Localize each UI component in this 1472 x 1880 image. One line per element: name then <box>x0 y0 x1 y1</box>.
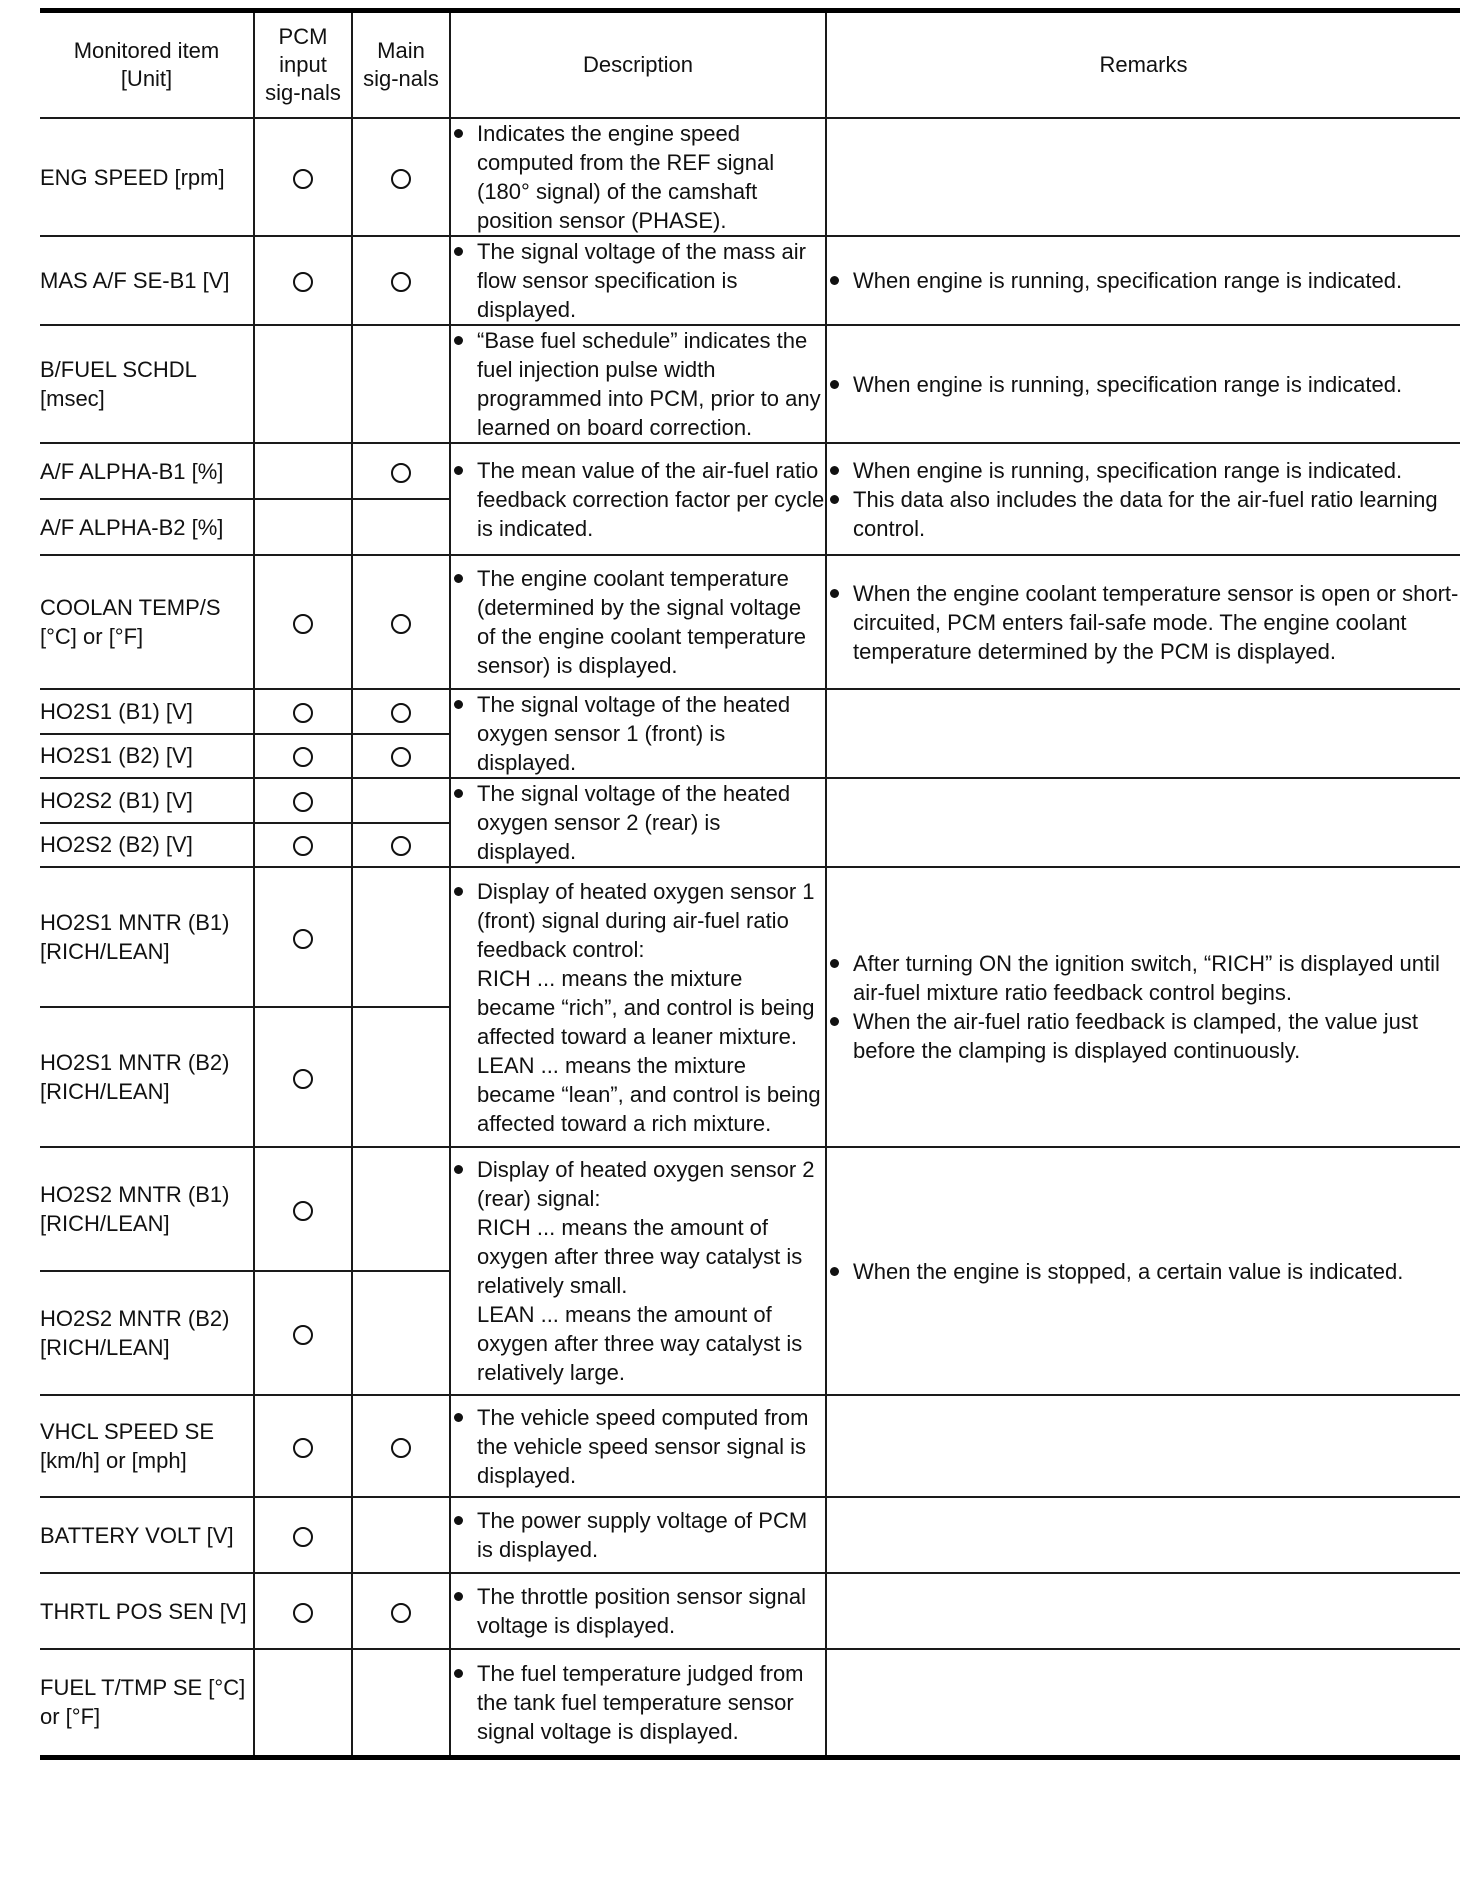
main-cell <box>352 1271 450 1395</box>
pcm-cell <box>254 1573 352 1649</box>
circle-mark-icon <box>391 836 411 856</box>
description-bullet: The power supply voltage of PCM is displayed. <box>451 1506 825 1564</box>
description-cell <box>450 1497 826 1573</box>
circle-mark-icon <box>293 929 313 949</box>
circle-mark-icon <box>293 1438 313 1458</box>
description-bullet: The signal voltage of the heated oxygen sensor 2 (rear) is displayed. <box>451 779 825 866</box>
remarks-cell <box>826 443 1460 555</box>
main-cell <box>352 1395 450 1497</box>
circle-mark-icon <box>293 614 313 634</box>
item-cell: A/F ALPHA-B1 [%] <box>40 443 254 499</box>
circle-mark-icon <box>391 1603 411 1623</box>
table-row <box>40 689 1460 734</box>
main-cell <box>352 867 450 1007</box>
circle-mark-icon <box>293 1325 313 1345</box>
circle-mark-icon <box>293 1201 313 1221</box>
header-remarks: Remarks <box>826 11 1460 119</box>
description-cell <box>450 443 826 555</box>
table-row <box>40 555 1460 689</box>
table-row <box>40 325 1460 443</box>
pcm-cell <box>254 1147 352 1271</box>
circle-mark-icon <box>391 1438 411 1458</box>
remarks-cell <box>826 1649 1460 1757</box>
item-cell: B/FUEL SCHDL [msec] <box>40 325 254 443</box>
item-cell: HO2S1 MNTR (B2) [RICH/LEAN] <box>40 1007 254 1147</box>
remarks-cell <box>826 1497 1460 1573</box>
remarks-cell <box>826 778 1460 867</box>
remarks-cell <box>826 689 1460 778</box>
item-cell: HO2S2 (B2) [V] <box>40 823 254 868</box>
remark-bullet: When engine is running, specification range is indicated. <box>827 456 1460 485</box>
description-cell <box>450 689 826 778</box>
description-bullet: The vehicle speed computed from the vehicle speed sensor signal is displayed. <box>451 1403 825 1490</box>
pcm-cell <box>254 1007 352 1147</box>
main-cell <box>352 823 450 868</box>
circle-mark-icon <box>391 703 411 723</box>
monitor-table <box>40 8 1460 1760</box>
item-cell: FUEL T/TMP SE [°C] or [°F] <box>40 1649 254 1757</box>
remarks-cell <box>826 555 1460 689</box>
description-text: Display of heated oxygen sensor 1 (front) signal during air-fuel ratio feedback control: <box>477 878 815 962</box>
circle-mark-icon <box>293 169 313 189</box>
remark-bullet: This data also includes the data for the air-fuel ratio learning control. <box>827 485 1460 543</box>
pcm-cell <box>254 499 352 555</box>
circle-mark-icon <box>293 1069 313 1089</box>
circle-mark-icon <box>293 272 313 292</box>
description-lean-text: LEAN ... means the amount of oxygen after three way catalyst is relatively large. <box>477 1302 803 1385</box>
pcm-cell <box>254 778 352 823</box>
pcm-cell <box>254 1649 352 1757</box>
remarks-cell <box>826 867 1460 1147</box>
description-bullet: “Base fuel schedule” indicates the fuel injection pulse width programmed into PCM, prior to any learned on board correction. <box>451 326 825 442</box>
remark-bullet: When the engine coolant temperature sensor is open or short-circuited, PCM enters fail-safe mode. The engine coolant temperature determined by the PCM is displayed. <box>827 579 1460 666</box>
main-cell <box>352 778 450 823</box>
remark-bullet: When the air-fuel ratio feedback is clamped, the value just before the clamping is displayed continuously. <box>827 1007 1460 1065</box>
description-bullet: The signal voltage of the mass air flow sensor specification is displayed. <box>451 237 825 324</box>
pcm-cell <box>254 325 352 443</box>
circle-mark-icon <box>391 169 411 189</box>
description-cell <box>450 236 826 325</box>
remarks-cell <box>826 1573 1460 1649</box>
remarks-cell <box>826 325 1460 443</box>
remark-bullet: When engine is running, specification range is indicated. <box>827 370 1460 399</box>
main-cell <box>352 1573 450 1649</box>
pcm-cell <box>254 118 352 236</box>
description-cell <box>450 1395 826 1497</box>
item-cell: HO2S1 (B1) [V] <box>40 689 254 734</box>
description-bullet: The throttle position sensor signal voltage is displayed. <box>451 1582 825 1640</box>
pcm-cell <box>254 689 352 734</box>
circle-mark-icon <box>293 703 313 723</box>
description-bullet: The engine coolant temperature (determined by the signal voltage of the engine coolant temperature sensor) is displayed. <box>451 564 825 680</box>
item-cell: HO2S1 MNTR (B1) [RICH/LEAN] <box>40 867 254 1007</box>
header-monitored-item: Monitored item [Unit] <box>40 11 254 119</box>
remarks-cell <box>826 1395 1460 1497</box>
header-pcm-input-signals: PCM input sig-nals <box>254 11 352 119</box>
circle-mark-icon <box>293 1603 313 1623</box>
description-bullet: Indicates the engine speed computed from the REF signal (180° signal) of the camshaft position sensor (PHASE). <box>451 119 825 235</box>
description-cell <box>450 867 826 1147</box>
item-cell: THRTL POS SEN [V] <box>40 1573 254 1649</box>
pcm-cell <box>254 823 352 868</box>
circle-mark-icon <box>391 614 411 634</box>
header-main-signals: Main sig-nals <box>352 11 450 119</box>
circle-mark-icon <box>293 792 313 812</box>
description-cell <box>450 1649 826 1757</box>
item-cell: BATTERY VOLT [V] <box>40 1497 254 1573</box>
description-lean-text: LEAN ... means the mixture became “lean”, and control is being affected toward a rich mixture. <box>477 1052 821 1136</box>
main-cell <box>352 1649 450 1757</box>
main-cell <box>352 1007 450 1147</box>
main-cell <box>352 555 450 689</box>
table-row <box>40 1573 1460 1649</box>
remark-bullet: When the engine is stopped, a certain value is indicated. <box>827 1257 1460 1286</box>
pcm-cell <box>254 236 352 325</box>
pcm-cell <box>254 1497 352 1573</box>
item-cell: HO2S1 (B2) [V] <box>40 734 254 779</box>
description-bullet: The signal voltage of the heated oxygen sensor 1 (front) is displayed. <box>451 690 825 777</box>
circle-mark-icon <box>391 272 411 292</box>
main-cell <box>352 443 450 499</box>
remarks-cell <box>826 118 1460 236</box>
main-cell <box>352 325 450 443</box>
description-cell <box>450 325 826 443</box>
item-cell: COOLAN TEMP/S [°C] or [°F] <box>40 555 254 689</box>
main-cell <box>352 734 450 779</box>
description-cell <box>450 118 826 236</box>
description-bullet <box>451 877 825 1138</box>
item-cell: MAS A/F SE-B1 [V] <box>40 236 254 325</box>
item-cell: HO2S2 (B1) [V] <box>40 778 254 823</box>
header-row <box>40 11 1460 119</box>
pcm-cell <box>254 1395 352 1497</box>
remarks-cell <box>826 1147 1460 1395</box>
circle-mark-icon <box>293 1527 313 1547</box>
pcm-cell <box>254 867 352 1007</box>
description-cell <box>450 1573 826 1649</box>
pcm-cell <box>254 734 352 779</box>
description-cell <box>450 555 826 689</box>
remark-bullet: After turning ON the ignition switch, “RICH” is displayed until air-fuel mixture ratio feedback control begins. <box>827 949 1460 1007</box>
main-cell <box>352 118 450 236</box>
description-cell <box>450 1147 826 1395</box>
table-row <box>40 1497 1460 1573</box>
table-row <box>40 1147 1460 1271</box>
table-row <box>40 867 1460 1007</box>
item-cell: HO2S2 MNTR (B2) [RICH/LEAN] <box>40 1271 254 1395</box>
table-row <box>40 1395 1460 1497</box>
description-rich-text: RICH ... means the mixture became “rich”, and control is being affected toward a leaner mixture. <box>477 965 815 1049</box>
table-row <box>40 1649 1460 1757</box>
pcm-cell <box>254 443 352 499</box>
item-cell: ENG SPEED [rpm] <box>40 118 254 236</box>
pcm-cell <box>254 1271 352 1395</box>
header-description: Description <box>450 11 826 119</box>
description-bullet <box>451 1155 825 1387</box>
pcm-cell <box>254 555 352 689</box>
description-text: Display of heated oxygen sensor 2 (rear) signal: <box>477 1157 815 1211</box>
circle-mark-icon <box>293 836 313 856</box>
circle-mark-icon <box>391 463 411 483</box>
main-cell <box>352 499 450 555</box>
description-bullet: The fuel temperature judged from the tank fuel temperature sensor signal voltage is displayed. <box>451 1659 825 1746</box>
description-bullet: The mean value of the air-fuel ratio feedback correction factor per cycle is indicated. <box>451 456 825 543</box>
table-row <box>40 118 1460 236</box>
main-cell <box>352 1147 450 1271</box>
item-cell: VHCL SPEED SE [km/h] or [mph] <box>40 1395 254 1497</box>
remarks-cell <box>826 236 1460 325</box>
table-row <box>40 236 1460 325</box>
main-cell <box>352 689 450 734</box>
main-cell <box>352 1497 450 1573</box>
table-row <box>40 443 1460 499</box>
main-cell <box>352 236 450 325</box>
remark-bullet: When engine is running, specification range is indicated. <box>827 266 1460 295</box>
description-rich-text: RICH ... means the amount of oxygen after three way catalyst is relatively small. <box>477 1215 803 1298</box>
item-cell: HO2S2 MNTR (B1) [RICH/LEAN] <box>40 1147 254 1271</box>
circle-mark-icon <box>391 747 411 767</box>
circle-mark-icon <box>293 747 313 767</box>
table-row <box>40 778 1460 823</box>
description-cell <box>450 778 826 867</box>
item-cell: A/F ALPHA-B2 [%] <box>40 499 254 555</box>
